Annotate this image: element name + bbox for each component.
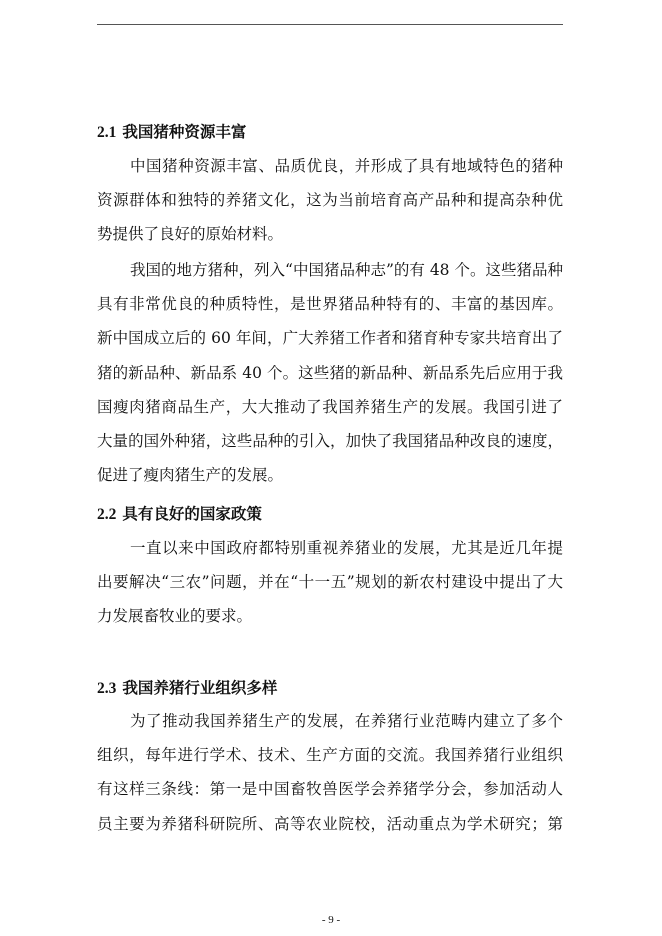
paragraph-line: 势提供了良好的原始材料。: [97, 225, 284, 244]
paragraph-line: 我国的地方猪种，列入“中国猪品种志”的有 48 个。这些猪品种: [130, 261, 563, 279]
section-heading: [97, 122, 563, 143]
paragraph-line: 为了推动我国养猪生产的发展，在养猪行业范畴内建立了多个: [130, 712, 563, 730]
section-2-3: [97, 678, 563, 699]
paragraph-2-3: [97, 704, 563, 841]
paragraph-line: 员主要为养猪科研院所、高等农业院校，活动重点为学术研究；第: [97, 814, 563, 833]
paragraph-line: 具有非常优良的种质特性，是世界猪品种特有的、丰富的基因库。: [97, 295, 563, 314]
section-number: 2.2: [97, 506, 117, 523]
body-paragraph: [97, 704, 563, 841]
paragraph-line: 猪的新品种、新品系 40 个。这些猪的新品种、新品系先后应用于我: [97, 363, 563, 382]
section-title: 我国养猪行业组织多样: [122, 678, 278, 697]
paragraph-line: 组织，每年进行学术、技术、生产方面的交流。我国养猪行业组织: [97, 746, 563, 765]
body-paragraph: [97, 149, 563, 252]
section-heading: [97, 504, 563, 525]
section-title: 具有良好的国家政策: [122, 504, 262, 523]
body-paragraph: [97, 531, 563, 634]
paragraph-line: 大量的国外种猪，这些品种的引入，加快了我国猪品种改良的速度，: [97, 432, 563, 451]
section-heading: [97, 678, 563, 699]
paragraph-2-1-a: [97, 149, 563, 252]
paragraph-line: 有这样三条线：第一是中国畜牧兽医学会养猪学分会，参加活动人: [97, 780, 563, 799]
section-title: 我国猪种资源丰富: [122, 122, 247, 141]
section-2-1: [97, 122, 563, 143]
paragraph-2-1-b: [97, 253, 563, 492]
section-number: 2.3: [97, 680, 117, 697]
paragraph-line: 资源群体和独特的养猪文化，这为当前培育高产品种和提高杂种优: [97, 191, 563, 210]
paragraph-line: 新中国成立后的 60 年间，广大养猪工作者和猪育种专家共培育出了: [97, 329, 563, 348]
page-number: - 9 -: [321, 914, 341, 926]
paragraph-2-2: [97, 531, 563, 634]
section-2-2: [97, 504, 563, 525]
header-rule: [97, 24, 563, 25]
paragraph-line: 出要解决“三农”问题，并在“十一五”规划的新农村建设中提出了大: [97, 573, 563, 592]
paragraph-line: 力发展畜牧业的要求。: [97, 607, 253, 626]
paragraph-line: 国瘦肉猪商品生产，大大推动了我国养猪生产的发展。我国引进了: [97, 397, 563, 416]
paragraph-line: 促进了瘦肉猪生产的发展。: [97, 466, 284, 485]
paragraph-line: 一直以来中国政府都特别重视养猪业的发展，尤其是近几年提: [130, 539, 563, 557]
body-paragraph: [97, 253, 563, 492]
paragraph-line: 中国猪种资源丰富、品质优良，并形成了具有地域特色的猪种: [130, 157, 563, 175]
section-number: 2.1: [97, 124, 117, 141]
